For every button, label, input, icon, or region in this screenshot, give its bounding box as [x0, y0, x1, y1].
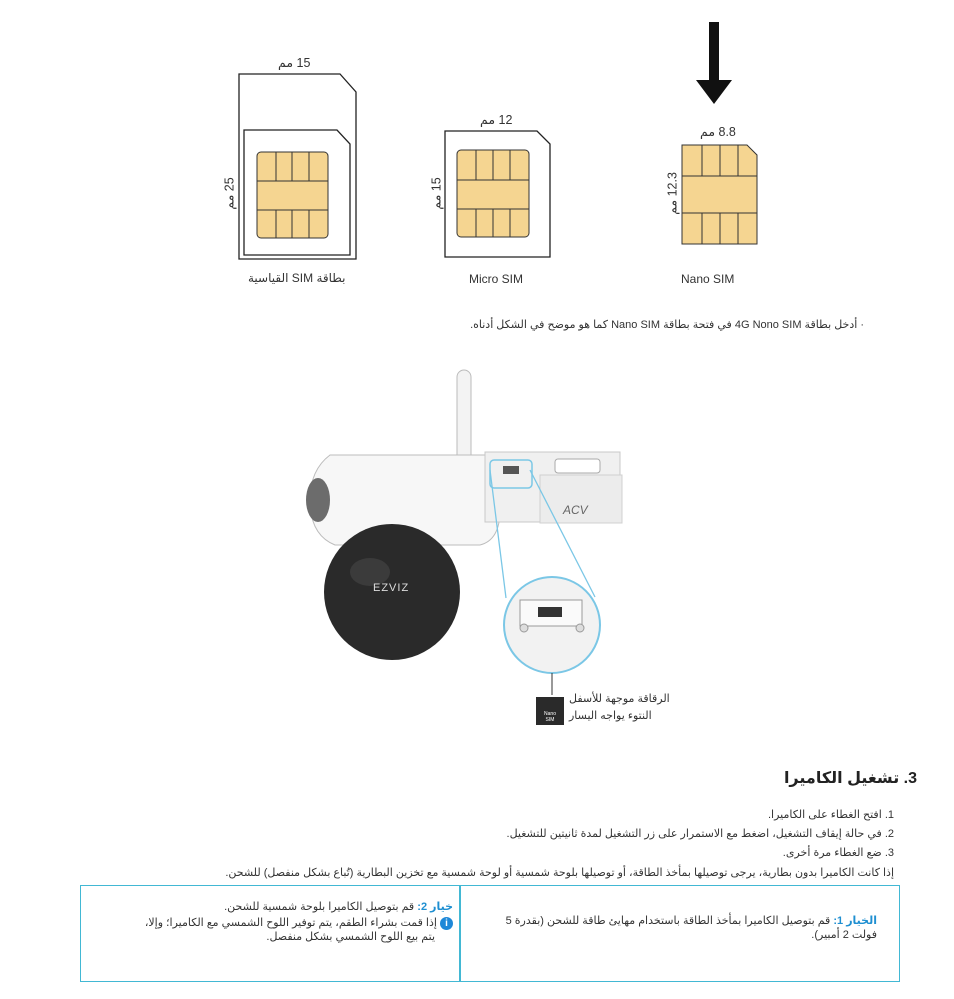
nano-sim-name: Nano SIM: [681, 272, 735, 286]
nano-sim-width-label: 8.8 مم: [700, 125, 736, 139]
section-title: 3. تشغيل الكاميرا: [783, 770, 917, 787]
micro-sim-height-label: 15 مم: [429, 177, 444, 210]
down-arrow-icon: [696, 22, 732, 104]
info-icon: i: [440, 917, 453, 930]
option-1-cell: [459, 886, 899, 981]
standard-sim-name: بطاقة SIM القياسية: [248, 271, 346, 285]
standard-sim-chip: [257, 152, 328, 238]
step-2-text: في حالة إيقاف التشغيل، اضغط مع الاستمرار على زر التشغيل لمدة ثانيتين للتشغيل.: [506, 828, 882, 840]
step-3: [783, 846, 894, 859]
option-1-text-b: فولت 2 أمبير).: [811, 929, 877, 941]
standard-sim-height-label: 25 مم: [222, 177, 237, 210]
micro-sim-name: Micro SIM: [469, 272, 523, 286]
step-1: [768, 808, 894, 821]
option-2-cell: [81, 886, 459, 981]
standard-sim-width-label: 15 مم: [278, 56, 311, 70]
nano-card-label: Nano SIM: [544, 711, 556, 723]
step-2: [507, 827, 894, 840]
micro-sim-chip: [457, 150, 529, 237]
notch-facing-note: النتوء يواجه اليسار: [569, 710, 652, 722]
step-3-num: 3.: [884, 847, 894, 859]
option-2-info-b: يتم بيع اللوح الشمسي بشكل منفصل.: [266, 931, 435, 943]
option-1-label: الخيار 1:: [833, 915, 877, 927]
chip-facing-note: الرقاقة موجهة للأسفل: [569, 693, 670, 705]
acv-label: ACV: [563, 503, 588, 517]
step-3-text: ضع الغطاء مرة أخرى.: [782, 847, 882, 859]
nano-sim-height-label: 12.3 مم: [665, 172, 680, 215]
step-1-num: 1.: [884, 809, 894, 821]
option-2-label: خيار 2:: [417, 901, 453, 913]
step-2-num: 2.: [884, 828, 894, 840]
option-1-text-a: قم بتوصيل الكاميرا بمأخذ الطاقة باستخدام مهايئ طاقة للشحن (بقدرة 5: [505, 915, 831, 927]
step-1-text: افتح الغطاء على الكاميرا.: [767, 809, 882, 821]
table-divider: [459, 886, 461, 981]
insert-sim-instruction: · أدخل بطاقة 4G Nono SIM في فتحة بطاقة Nano SIM كما هو موضح في الشكل أدناه.: [470, 319, 864, 331]
sim-size-diagram: [0, 0, 954, 300]
ezviz-logo: EZVIZ: [373, 582, 410, 594]
micro-sim-width-label: 12 مم: [480, 113, 513, 127]
option-2-info-a: إذا قمت بشراء الطقم، يتم توفير اللوح الشمسي مع الكاميرا؛ وإلا،: [144, 917, 437, 929]
charging-options-table: [80, 885, 900, 982]
battery-note: إذا كانت الكاميرا بدون بطارية، يرجى توصيلها بمأخذ الطاقة، أو توصيلها بلوحة شمسية أو لوحة شمسية مع تخزين البطارية (تُباع بشكل منفصل) للشحن.: [225, 867, 894, 879]
option-2-text: قم بتوصيل الكاميرا بلوحة شمسية للشحن.: [224, 901, 415, 913]
